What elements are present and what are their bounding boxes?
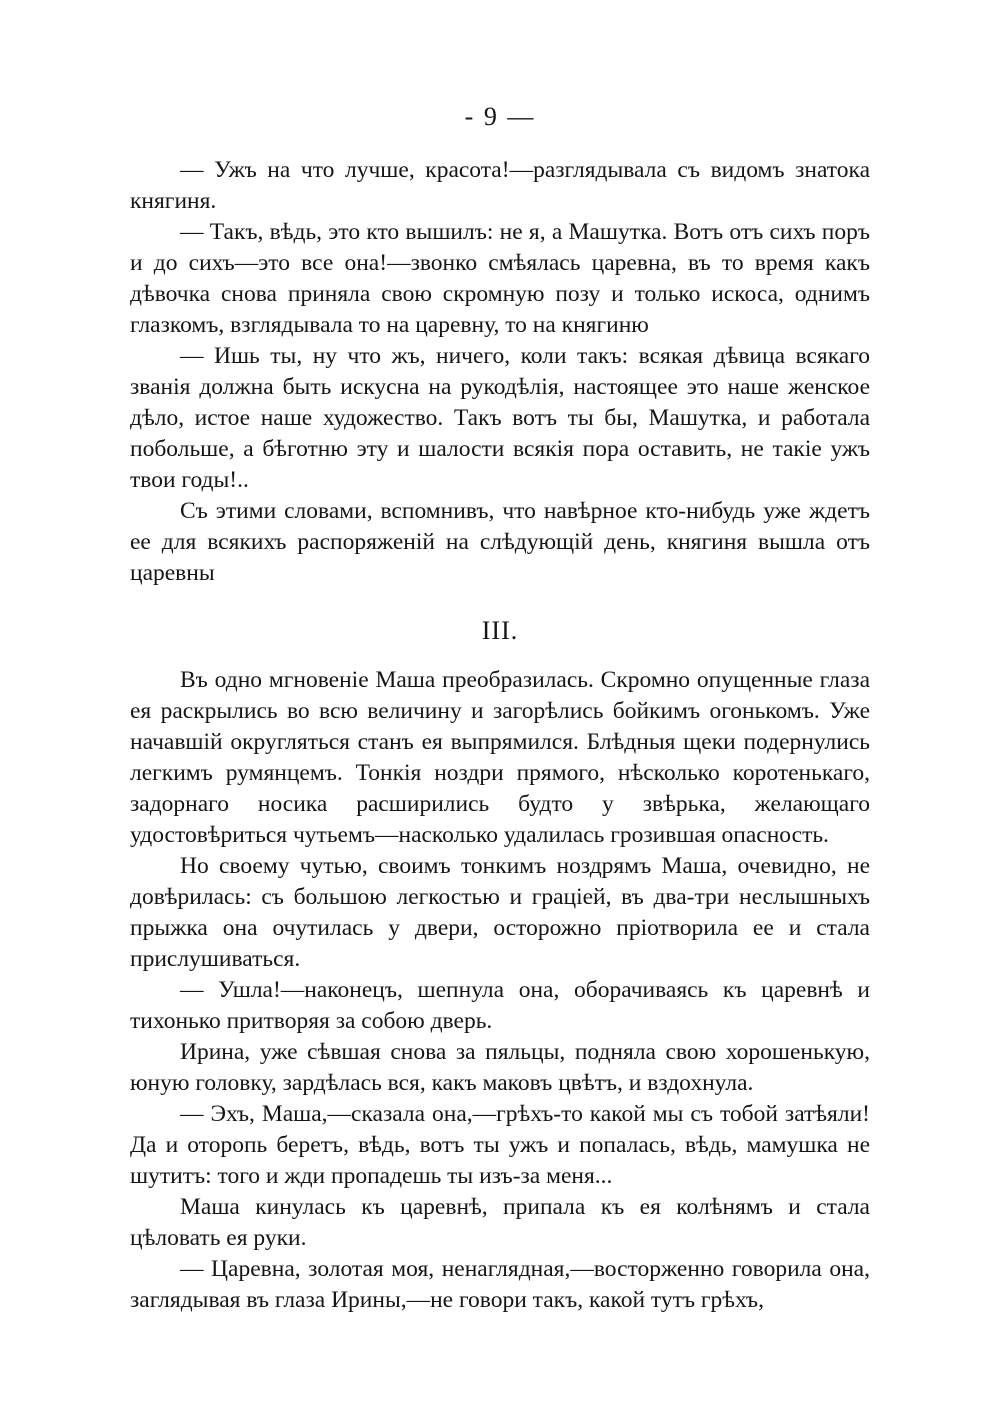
page-number: - 9 — bbox=[464, 102, 536, 131]
paragraph: — Ушла!—наконецъ, шепнула она, оборачиваясь къ царевнѣ и тихонько притворяя за собою дверь. bbox=[130, 977, 870, 1034]
paragraph: — Царевна, золотая моя, ненаглядная,—восторженно говорила она, заглядывая въ глаза Ирины,—не говори такъ, какой тутъ грѣхъ, bbox=[130, 1256, 870, 1313]
paragraph: Маша кинулась къ царевнѣ, припала къ ея колѣнямъ и стала цѣловать ея руки. bbox=[130, 1194, 870, 1251]
paragraph: Но своему чутью, своимъ тонкимъ ноздрямъ Маша, очевидно, не довѣрилась: съ большою легкостью и граціей, въ два-три неслышныхъ прыжка она очутилась у двери, осторожно пріотворила ее и стала прислушиваться. bbox=[130, 853, 870, 972]
paragraph: — Ишь ты, ну что жъ, ничего, коли такъ: всякая дѣвица всякаго званія должна быть искусна на рукодѣлія, настоящее это наше женское дѣло, истое наше художество. Такъ вотъ ты бы, Машутка, и работала побольше, а бѣготню эту и шалости всякія пора оставить, не такіе ужъ твои годы!.. bbox=[130, 343, 870, 493]
paragraph: Въ одно мгновеніе Маша преобразилась. Скромно опущенные глаза ея раскрылись во всю величину и загорѣлись бойкимъ огонькомъ. Уже начавшій округляться станъ ея выпрямился. Блѣдныя щеки подернулись легкимъ румянцемъ. Тонкія ноздри прямого, нѣсколько коротенькаго, задорнаго носика расширились будто у звѣрька, желающаго удостовѣриться чутьемъ—насколько удалилась грозившая опасность. bbox=[130, 667, 870, 848]
paragraph: — Такъ, вѣдь, это кто вышилъ: не я, а Машутка. Вотъ отъ сихъ поръ и до сихъ—это все она!—звонко смѣялась царевна, въ то время какъ дѣвочка снова приняла свою скромную позу и только искоса, однимъ глазкомъ, взглядывала то на царевну, то на княгиню bbox=[130, 219, 870, 338]
text-section-1 bbox=[130, 155, 870, 589]
chapter-heading: III. bbox=[481, 616, 519, 645]
paragraph: — Ужъ на что лучше, красота!—разглядывала съ видомъ знатока княгиня. bbox=[130, 157, 870, 214]
text-section-2 bbox=[130, 665, 870, 1316]
paragraph: — Эхъ, Маша,—сказала она,—грѣхъ-то какой мы съ тобой затѣяли! Да и оторопь беретъ, вѣдь, вотъ ты ужъ и попалась, вѣдь, мамушка не шутитъ: того и жди пропадешь ты изъ-за меня... bbox=[130, 1101, 870, 1189]
paragraph: Съ этими словами, вспомнивъ, что навѣрное кто-нибудь уже ждетъ ее для всякихъ распоряженій на слѣдующій день, княгиня вышла отъ царевны bbox=[130, 498, 870, 586]
paragraph: Ирина, уже сѣвшая снова за пяльцы, подняла свою хорошенькую, юную головку, зардѣлась вся, какъ маковъ цвѣтъ, и вздохнула. bbox=[130, 1039, 870, 1096]
